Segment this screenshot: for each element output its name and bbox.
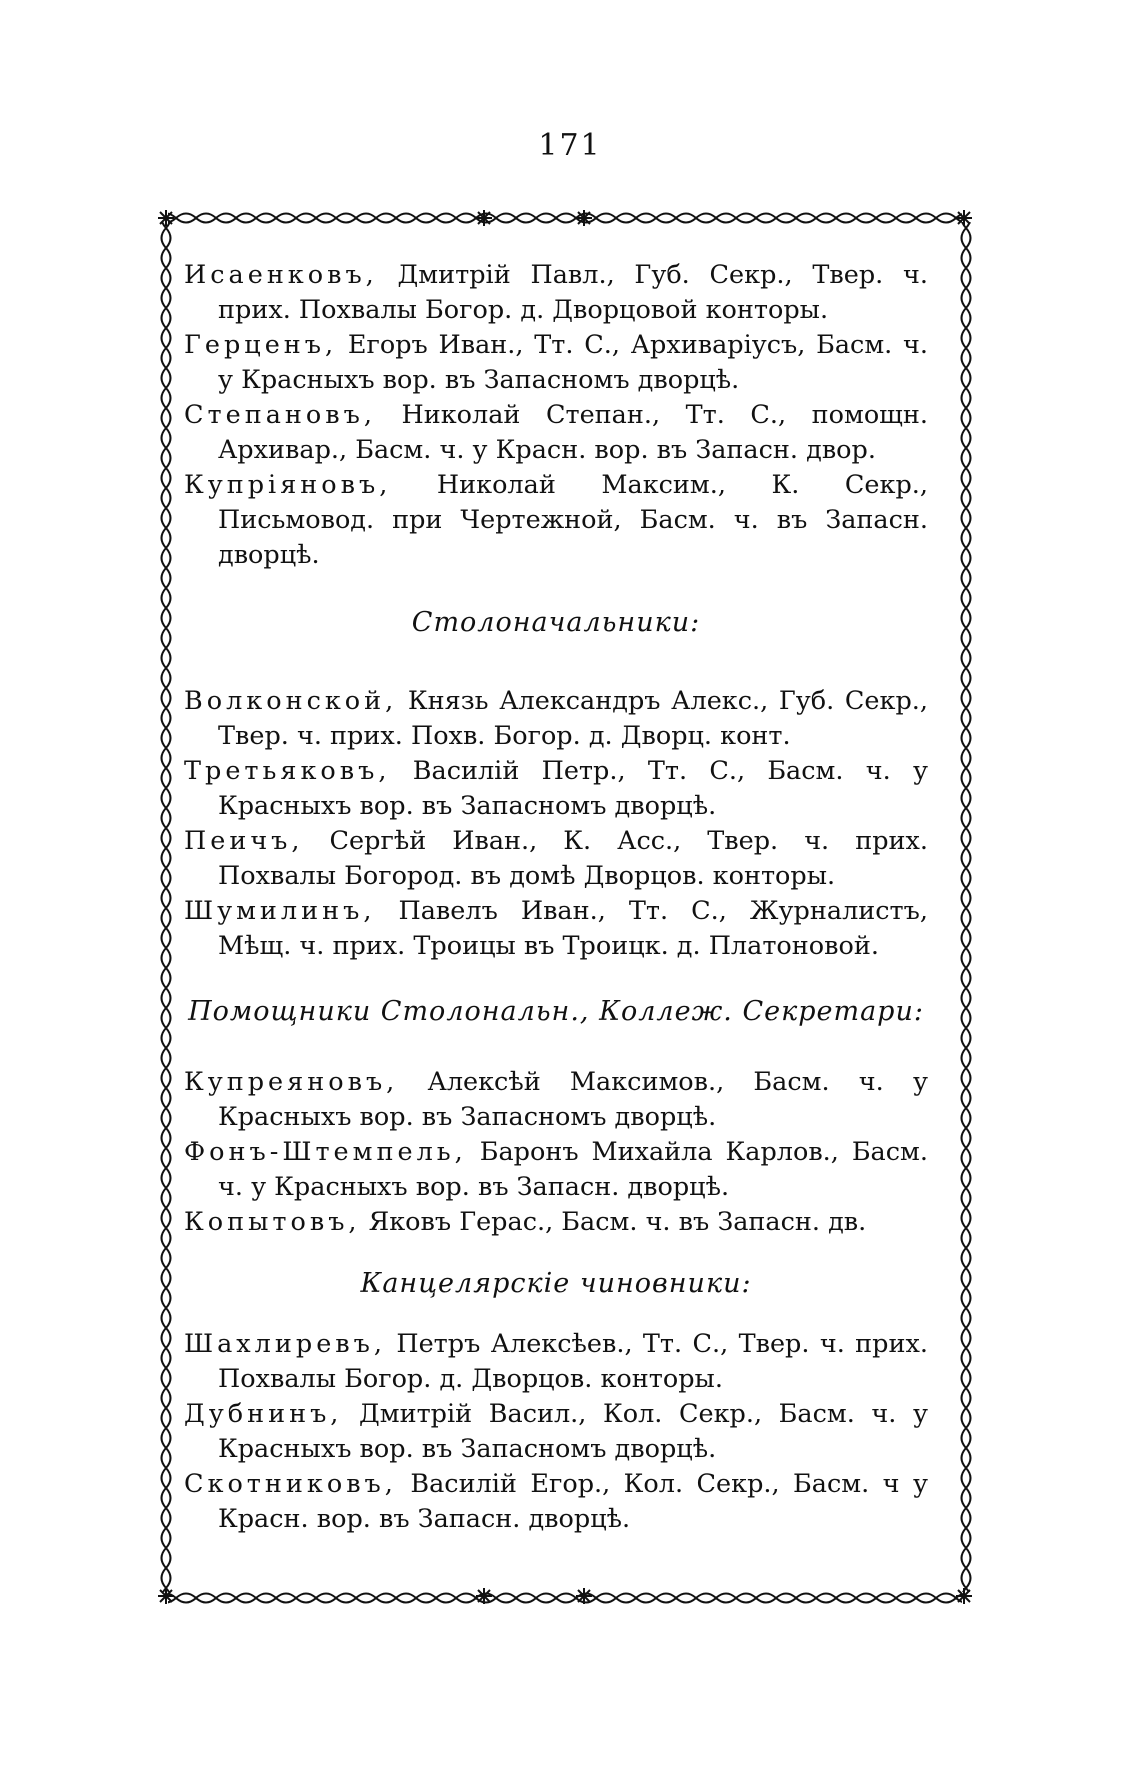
list-item: Пеичъ, Сергѣй Иван., К. Асс., Твер. ч. прих. Похвалы Богород. въ домѣ Дворцов. конторы.: [184, 826, 928, 891]
ornamental-frame: [156, 208, 974, 1606]
section-heading: Помощники Столональн., Коллеж. Секретари:: [188, 996, 924, 1027]
list-item: Исаенковъ, Дмитрій Павл., Губ. Секр., Твер. ч. прих. Похвалы Богор. д. Дворцовой конторы.: [184, 260, 928, 325]
list-item: Степановъ, Николай Степан., Тт. С., помощн. Архивар., Басм. ч. у Красн. вор. въ Запасн. двор.: [184, 400, 928, 465]
section-assistants: [184, 1065, 928, 1240]
list-item: Купріяновъ, Николай Максим., К. Секр., Письмовод. при Чертежной, Басм. ч. въ Запасн. дворцѣ.: [184, 470, 928, 570]
list-item: Дубнинъ, Дмитрій Васил., Кол. Секр., Басм. ч. у Красныхъ вор. въ Запасномъ дворцѣ.: [184, 1399, 928, 1464]
list-item: Волконской, Князь Александръ Алекс., Губ. Секр., Твер. ч. прих. Похв. Богор. д. Дворц. конт.: [184, 686, 928, 751]
list-item: Купреяновъ, Алексѣй Максимов., Басм. ч. у Красныхъ вор. въ Запасномъ дворцѣ.: [184, 1067, 928, 1132]
list-item: Герценъ, Егоръ Иван., Тт. С., Архиваріусъ, Басм. ч. у Красныхъ вор. въ Запасномъ дворцѣ.: [184, 330, 928, 395]
section-heading: Канцелярскіе чиновники:: [360, 1268, 752, 1299]
list-item: Шумилинъ, Павелъ Иван., Тт. С., Журналистъ, Мѣщ. ч. прих. Троицы въ Троицк. д. Платоновой.: [184, 896, 928, 961]
list-item: Копытовъ, Яковъ Герас., Басм. ч. въ Запасн. дв.: [184, 1207, 867, 1237]
section-officials: [184, 258, 928, 573]
page-text: [184, 258, 928, 1537]
list-item: Скотниковъ, Василій Егор., Кол. Секр., Басм. ч у Красн. вор. въ Запасн. дворцѣ.: [184, 1469, 928, 1534]
page-number: 171: [538, 128, 602, 163]
list-item: Третьяковъ, Василій Петр., Тт. С., Басм. ч. у Красныхъ вор. въ Запасномъ дворцѣ.: [184, 756, 928, 821]
list-item: Шахлиревъ, Петръ Алексѣев., Тт. С., Твер. ч. прих. Похвалы Богор. д. Дворцов. конторы.: [184, 1329, 928, 1394]
section-department-heads: [184, 684, 928, 964]
section-heading: Столоначальники:: [411, 607, 701, 638]
list-item: Фонъ-Штемпель, Баронъ Михайла Карлов., Басм. ч. у Красныхъ вор. въ Запасн. дворцѣ.: [184, 1137, 928, 1202]
section-clerks: [184, 1327, 928, 1537]
